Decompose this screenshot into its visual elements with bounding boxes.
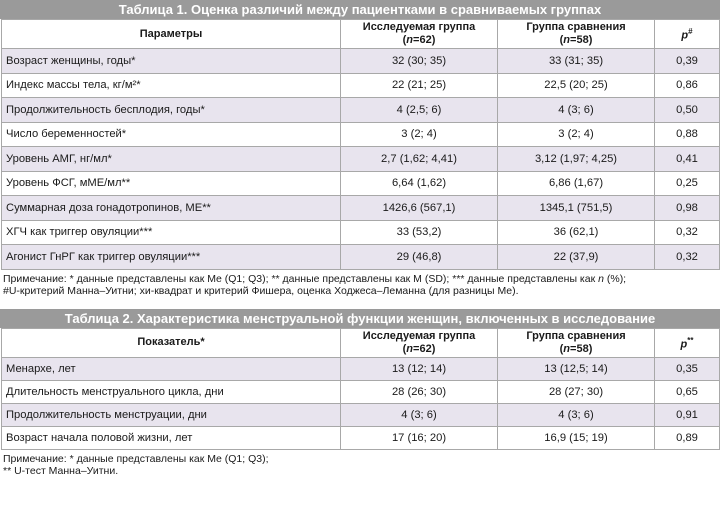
- row-p-value: 0,98: [655, 196, 720, 221]
- table2-title: Таблица 2. Характеристика менструальной функции женщин, включенных в исследование: [0, 309, 720, 328]
- row-group2-value: 6,86 (1,67): [498, 171, 655, 196]
- row-param: Уровень ФСГ, мМЕ/мл**: [2, 171, 341, 196]
- row-group1-value: 4 (2,5; 6): [341, 98, 498, 123]
- row-group2-value: 4 (3; 6): [498, 403, 655, 426]
- table2: [1, 328, 720, 450]
- row-group1-value: 33 (53,2): [341, 220, 498, 245]
- row-p-value: 0,32: [655, 220, 720, 245]
- row-group1-value: 1426,6 (567,1): [341, 196, 498, 221]
- table-row: [2, 98, 720, 123]
- row-param: Число беременностей*: [2, 122, 341, 147]
- table-row: [2, 245, 720, 270]
- row-group2-value: 1345,1 (751,5): [498, 196, 655, 221]
- row-param: ХГЧ как триггер овуляции***: [2, 220, 341, 245]
- table2-header-group2: Группа сравнения (n=58): [498, 328, 655, 357]
- row-group2-value: 33 (31; 35): [498, 49, 655, 74]
- table2-header-group2-label: Группа сравнения: [526, 329, 626, 342]
- row-p-value: 0,86: [655, 73, 720, 98]
- row-group2-value: 3,12 (1,97; 4,25): [498, 147, 655, 172]
- row-group2-value: 4 (3; 6): [498, 98, 655, 123]
- row-group2-value: 16,9 (15; 19): [498, 426, 655, 449]
- n-var: n: [563, 342, 571, 355]
- row-group2-value: 22 (37,9): [498, 245, 655, 270]
- table-row: [2, 357, 720, 380]
- n-var: n: [406, 34, 414, 46]
- row-param: Суммарная доза гонадотропинов, МЕ**: [2, 196, 341, 221]
- table2-header-param: Показатель*: [2, 328, 341, 357]
- row-group1-value: 32 (30; 35): [341, 49, 498, 74]
- row-group1-value: 29 (46,8): [341, 245, 498, 270]
- table-row: [2, 403, 720, 426]
- row-param: Агонист ГнРГ как триггер овуляции***: [2, 245, 341, 270]
- row-param: Длительность менструального цикла, дни: [2, 380, 341, 403]
- row-p-value: 0,91: [655, 403, 720, 426]
- table1-title: Таблица 1. Оценка различий между пациентками в сравниваемых группах: [0, 0, 720, 19]
- n-var: n: [563, 34, 571, 46]
- row-p-value: 0,39: [655, 49, 720, 74]
- row-p-value: 0,89: [655, 426, 720, 449]
- table-row: [2, 147, 720, 172]
- row-p-value: 0,35: [655, 357, 720, 380]
- table1-header-group2-label: Группа сравнения: [526, 21, 626, 33]
- table1-header-row: [2, 20, 720, 49]
- table1-body: [2, 49, 720, 270]
- row-p-value: 0,32: [655, 245, 720, 270]
- table2-header-p: p**: [655, 328, 720, 357]
- row-group1-value: 4 (3; 6): [341, 403, 498, 426]
- table2-note-line1: Примечание: * данные представлены как Me (Q1; Q3);: [3, 452, 269, 465]
- row-group2-value: 22,5 (20; 25): [498, 73, 655, 98]
- table2-header-group1: Исследуемая группа (n=62): [341, 328, 498, 357]
- row-group1-value: 3 (2; 4): [341, 122, 498, 147]
- table2-body: [2, 357, 720, 449]
- table1-header-group2: Группа сравнения (n=58): [498, 20, 655, 49]
- row-param: Индекс массы тела, кг/м²*: [2, 73, 341, 98]
- row-group2-value: 13 (12,5; 14): [498, 357, 655, 380]
- table2-header-row: [2, 328, 720, 357]
- table2-header-group1-label: Исследуемая группа: [362, 329, 476, 342]
- table2-note: [0, 450, 720, 479]
- row-group2-value: 36 (62,1): [498, 220, 655, 245]
- row-group2-value: 28 (27; 30): [498, 380, 655, 403]
- row-param: Продолжительность бесплодия, годы*: [2, 98, 341, 123]
- table1-note-line2: #U-критерий Манна–Уитни; хи-квадрат и критерий Фишера, оценка Ходжеса–Леманна (для разницы Me).: [3, 285, 519, 297]
- row-param: Менархе, лет: [2, 357, 341, 380]
- table1-header-group1-label: Исследуемая группа: [362, 21, 476, 33]
- table-row: [2, 49, 720, 74]
- row-p-value: 0,41: [655, 147, 720, 172]
- table1-header-p: p#: [655, 20, 720, 49]
- row-p-value: 0,65: [655, 380, 720, 403]
- row-group1-value: 28 (26; 30): [341, 380, 498, 403]
- table1: [1, 19, 720, 270]
- row-group1-value: 2,7 (1,62; 4,41): [341, 147, 498, 172]
- row-param: Уровень АМГ, нг/мл*: [2, 147, 341, 172]
- row-param: Возраст женщины, годы*: [2, 49, 341, 74]
- row-p-value: 0,88: [655, 122, 720, 147]
- table-row: [2, 73, 720, 98]
- table-row: [2, 380, 720, 403]
- row-p-value: 0,50: [655, 98, 720, 123]
- row-group1-value: 22 (21; 25): [341, 73, 498, 98]
- table1-header-param: Параметры: [2, 20, 341, 49]
- table1-header-group1: Исследуемая группа (n=62): [341, 20, 498, 49]
- table-row: [2, 426, 720, 449]
- row-group2-value: 3 (2; 4): [498, 122, 655, 147]
- table-row: [2, 196, 720, 221]
- row-p-value: 0,25: [655, 171, 720, 196]
- table2-note-line2: ** U-тест Манна–Уитни.: [3, 465, 119, 477]
- table1-note: Примечание: * данные представлены как Me (Q1; Q3); ** данные представлены как M (SD); *** данные представлены как n (%); #U-критерий Манна–Уитни; хи-квадрат и критерий Фишера, оценка Ходжеса–Леманна (для разницы Me).: [3, 272, 627, 297]
- n-var: n: [406, 342, 414, 355]
- row-group1-value: 6,64 (1,62): [341, 171, 498, 196]
- row-param: Возраст начала половой жизни, лет: [2, 426, 341, 449]
- table-row: [2, 122, 720, 147]
- row-param: Продолжительность менструации, дни: [2, 403, 341, 426]
- table-row: [2, 220, 720, 245]
- row-group1-value: 13 (12; 14): [341, 357, 498, 380]
- table-row: [2, 171, 720, 196]
- row-group1-value: 17 (16; 20): [341, 426, 498, 449]
